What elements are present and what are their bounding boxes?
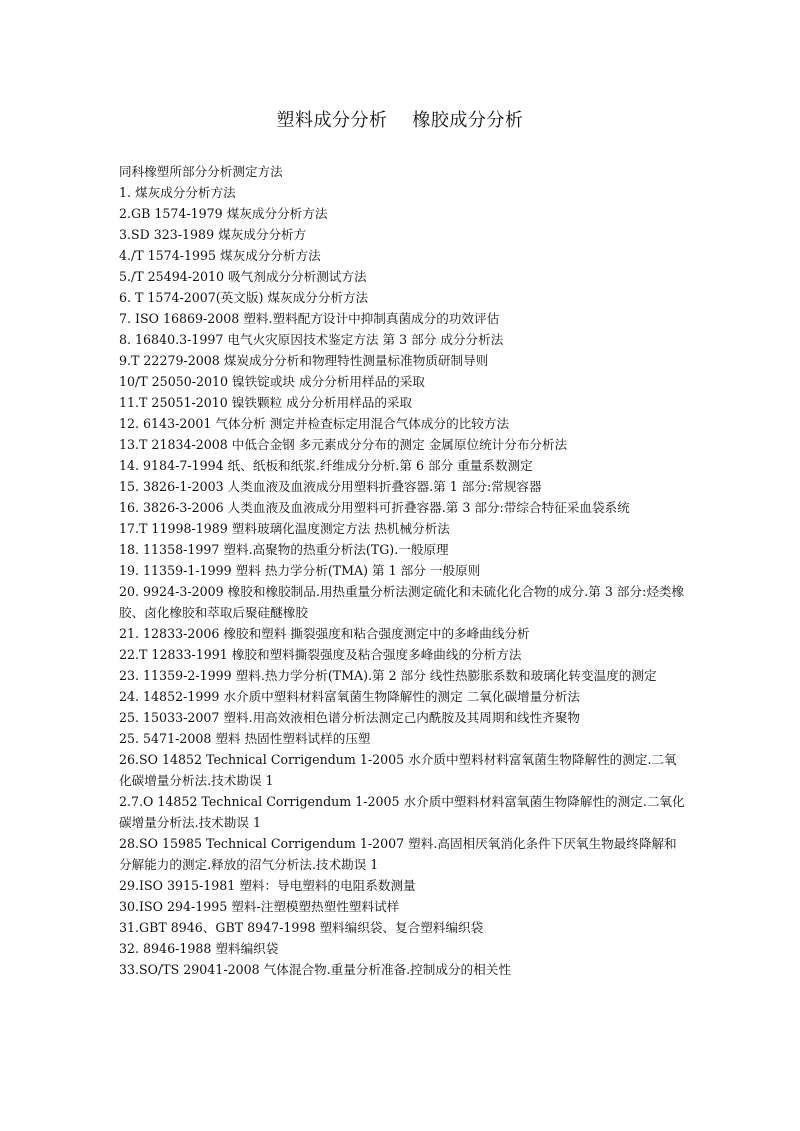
list-item: 10/T 25050-2010 镍铁锭或块 成分分析用样品的采取 (119, 374, 425, 389)
list-item: 30.ISO 294-1995 塑料-注塑模塑热塑性塑料试样 (119, 899, 400, 914)
list-item: 17.T 11998-1989 塑料玻璃化温度测定方法 热机械分析法 (119, 521, 450, 536)
list-item: 18. 11358-1997 塑料.高聚物的热重分析法(TG).一般原理 (119, 542, 449, 557)
list-item: 8. 16840.3-1997 电气火灾原因技术鉴定方法 第 3 部分 成分分析法 (119, 332, 504, 347)
list-item: 9.T 22279-2008 煤炭成分分析和物理特性测量标准物质研制导则 (119, 353, 489, 368)
list-item: 6. T 1574-2007(英文版) 煤灰成分分析方法 (119, 290, 369, 305)
list-item: 5./T 25494-2010 吸气剂成分分析测试方法 (119, 269, 367, 284)
document-body (119, 161, 685, 980)
list-item: 14. 9184-7-1994 纸、纸板和纸浆.纤维成分分析.第 6 部分 重量系数测定 (119, 458, 533, 473)
list-item: 1. 煤灰成分分析方法 (119, 185, 236, 200)
list-item: 15. 3826-1-2003 人类血液及血液成分用塑料折叠容器.第 1 部分:常规容器 (119, 479, 542, 494)
list-item: 26.SO 14852 Technical Corrigendum 1-2005 水介质中塑料材料富氧菌生物降解性的测定.二氧化碳增量分析法.技术勘误 1 (119, 752, 677, 788)
list-item: 29.ISO 3915-1981 塑料：导电塑料的电阻系数测量 (119, 878, 416, 893)
list-item: 13.T 21834-2008 中低合金钢 多元素成分分布的测定 金属原位统计分布分析法 (119, 437, 568, 452)
intro-line: 同科橡塑所部分分析测定方法 (119, 164, 283, 179)
list-item: 11.T 25051-2010 镍铁颗粒 成分分析用样品的采取 (119, 395, 413, 410)
list-item: 3.SD 323-1989 煤灰成分分析方 (119, 227, 307, 242)
list-item: 19. 11359-1-1999 塑料 热力学分析(TMA) 第 1 部分 一般原则 (119, 563, 481, 578)
document-title: 塑料成分分析 橡胶成分分析 (276, 110, 524, 131)
list-item: 33.SO/TS 29041-2008 气体混合物.重量分析准备.控制成分的相关性 (119, 962, 511, 977)
list-item: 2.GB 1574-1979 煤灰成分分析方法 (119, 206, 328, 221)
list-item: 2.7.O 14852 Technical Corrigendum 1-2005 水介质中塑料材料富氧菌生物降解性的测定.二氧化碳增量分析法.技术勘误 1 (119, 794, 685, 830)
list-item: 31.GBT 8946、GBT 8947-1998 塑料编织袋、复合塑料编织袋 (119, 920, 484, 935)
list-item: 23. 11359-2-1999 塑料.热力学分析(TMA).第 2 部分 线性热膨胀系数和玻璃化转变温度的测定 (119, 668, 657, 683)
list-item: 24. 14852-1999 水介质中塑料材料富氧菌生物降解性的测定 二氧化碳增量分析法 (119, 689, 581, 704)
list-item: 12. 6143-2001 气体分析 测定并检查标定用混合气体成分的比较方法 (119, 416, 510, 431)
list-item: 20. 9924-3-2009 橡胶和橡胶制品.用热重量分析法测定硫化和未硫化化合物的成分.第 3 部分:烃类橡胶、卤化橡胶和萃取后聚硅醚橡胶 (119, 584, 685, 620)
list-item: 7. ISO 16869-2008 塑料.塑料配方设计中抑制真菌成分的功效评估 (119, 311, 500, 326)
list-item: 28.SO 15985 Technical Corrigendum 1-2007 塑料.高固相厌氧消化条件下厌氧生物最终降解和分解能力的测定.释放的沼气分析法.技术勘误 1 (119, 836, 677, 872)
list-item: 25. 15033-2007 塑料.用高效液相色谱分析法测定己内酰胺及其周期和线性齐聚物 (119, 710, 581, 725)
list-item: 4./T 1574-1995 煤灰成分分析方法 (119, 248, 321, 263)
list-item: 16. 3826-3-2006 人类血液及血液成分用塑料可折叠容器.第 3 部分:带综合特征采血袋系统 (119, 500, 630, 515)
list-item: 21. 12833-2006 橡胶和塑料 撕裂强度和粘合强度测定中的多峰曲线分析 (119, 626, 530, 641)
list-item: 22.T 12833-1991 橡胶和塑料撕裂强度及粘合强度多峰曲线的分析方法 (119, 647, 522, 662)
list-item: 32. 8946-1988 塑料编织袋 (119, 941, 279, 956)
list-item: 25. 5471-2008 塑料 热固性塑料试样的压塑 (119, 731, 371, 746)
